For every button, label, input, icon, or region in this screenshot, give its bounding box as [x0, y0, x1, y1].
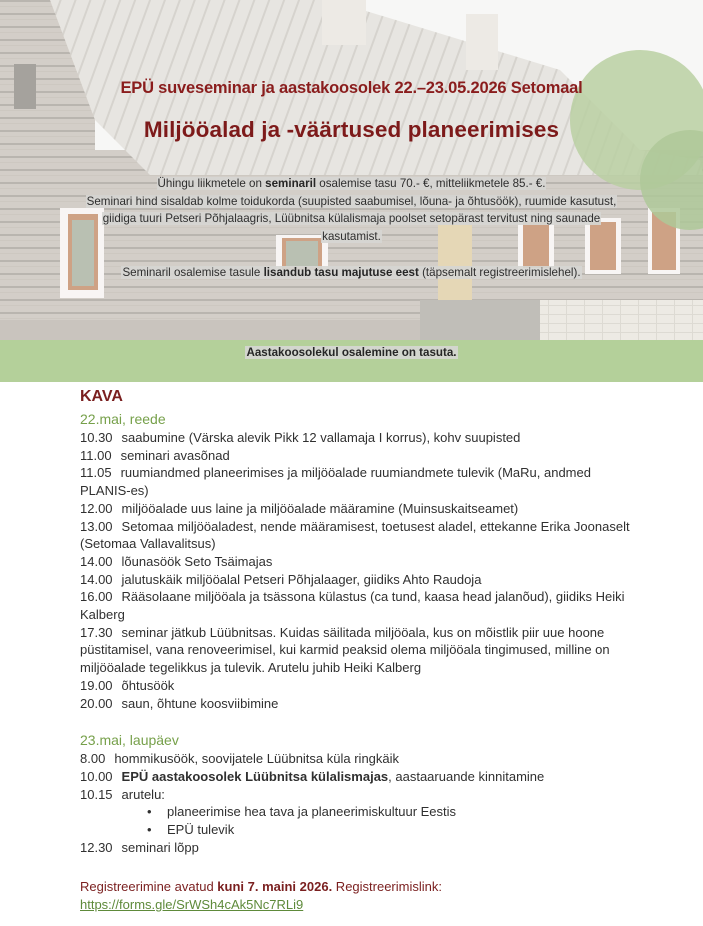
registration-link-label: Registreerimislink: [332, 879, 442, 894]
schedule-text: seminar jätkub Lüübnitsas. Kuidas säilitada miljööala, kus on mõistlik piir uue hoone püstitamisel, vana renoveerimisel, kui karmid peaksid olema miljööala tingimused, milline on miljööalade tegelikkus ja tulevik. Arutelu juhib Heiki Kalberg [80, 624, 610, 676]
fee-info [84, 175, 619, 245]
event-line: EPÜ suveseminar ja aastakoosolek 22.–23.05.2026 Setomaal [120, 79, 583, 97]
accommodation-before: Seminaril osalemise tasule [122, 266, 264, 279]
schedule-item [80, 695, 640, 713]
schedule-item [80, 553, 640, 571]
schedule-item [80, 624, 640, 677]
schedule-time: 10.00 [80, 768, 113, 784]
discussion-topic-text: EPÜ tulevik [167, 822, 235, 838]
day-heading: 23.mai, laupäev [80, 732, 179, 749]
schedule-text: õhtusöök [121, 677, 175, 693]
program [80, 387, 640, 857]
day-schedule [80, 429, 640, 712]
schedule-text: seminari avasõnad [120, 447, 230, 463]
schedule-item [80, 447, 640, 465]
fee-text-part1: Ühingu liikmetele on [157, 177, 266, 190]
bullet-icon: • [147, 804, 152, 820]
fee-text-part2: osalemise tasu 70.- €, mitteliikmetele 85.- €. [316, 177, 546, 190]
day-schedule [80, 750, 640, 857]
schedule-time: 17.30 [80, 624, 113, 640]
discussion-topic [147, 803, 640, 821]
discussion-topics [80, 803, 640, 839]
registration-text: Registreerimine avatud [80, 879, 218, 894]
schedule-text: seminari lõpp [121, 840, 199, 856]
schedule-item [80, 677, 640, 695]
schedule-item [80, 571, 640, 589]
schedule-text: hommikusöök, soovijatele Lüübnitsa küla ringkäik [114, 751, 400, 767]
schedule-time: 10.15 [80, 786, 113, 802]
schedule-item [80, 429, 640, 447]
schedule-text: saabumine (Värska alevik Pikk 12 vallamaja I korrus), kohv suupisted [121, 430, 521, 445]
accommodation-after: (täpsemalt registreerimislehel). [418, 266, 581, 279]
schedule-time: 14.00 [80, 553, 113, 569]
schedule-item [80, 839, 640, 857]
fee-includes-text: Seminari hind sisaldab kolme toidukorda (suupisted saabumisel, lõuna- ja õhtusöök), ruumide kasutust, giidiga tuuri Petseri Põhjalaagris, Lüübnitsa külalismaja poolset setopärast tervitust ning saunade kasutamist. [86, 194, 617, 243]
schedule-item [80, 768, 640, 786]
schedule-time: 11.00 [80, 447, 112, 463]
registration-deadline: kuni 7. maini 2026. [217, 879, 333, 894]
schedule-time: 16.00 [80, 589, 113, 605]
schedule-time: 8.00 [80, 751, 106, 767]
schedule-text: saun, õhtune koosviibimine [121, 695, 279, 711]
schedule-item [80, 750, 640, 768]
schedule-time: 14.00 [80, 571, 113, 587]
schedule-time: 11.05 [80, 465, 112, 481]
registration-link[interactable]: https://forms.gle/SrWSh4cAk5Nc7RLi9 [80, 897, 304, 912]
discussion-topic-text: planeerimise hea tava ja planeerimiskultuur Eestis [167, 804, 457, 820]
schedule-item [80, 500, 640, 518]
agm-free-text: Aastakoosolekul osalemine on tasuta. [246, 346, 457, 359]
day-heading: 22.mai, reede [80, 411, 166, 427]
registration [80, 878, 442, 914]
schedule-text: arutelu: [121, 786, 165, 802]
fee-text [157, 177, 547, 190]
schedule-item [80, 786, 640, 804]
schedule-time: 10.30 [80, 430, 113, 445]
accommodation-text [121, 266, 581, 279]
program-title: KAVA [80, 388, 123, 405]
schedule-item [80, 588, 640, 623]
agm-free-note [0, 346, 703, 359]
schedule-text: , aastaaruande kinnitamine [388, 768, 545, 784]
schedule-time: 12.30 [80, 840, 113, 856]
bullet-icon: • [147, 822, 152, 838]
schedule-item [80, 518, 640, 553]
accommodation-note [84, 264, 619, 281]
accommodation-bold: lisandub tasu majutuse eest [263, 266, 419, 279]
discussion-topic [147, 821, 640, 839]
schedule-text: lõunasöök Seto Tsäimajas [121, 553, 273, 569]
schedule-text: Rääsolaane miljööala ja tsässona külastus (ca tund, kaasa head jalanõud), giidiks Heiki Kalberg [80, 589, 625, 623]
schedule-text: Setomaa miljööaladest, nende määramisest, toetusest aladel, ettekanne Erika Joonaselt (Setomaa Vallavalitsus) [80, 518, 630, 552]
schedule-time: 20.00 [80, 695, 113, 711]
page-title: Miljööalad ja -väärtused planeerimises [143, 117, 560, 142]
fee-text-bold: seminaril [265, 177, 317, 190]
schedule-text-bold: EPÜ aastakoosolek Lüübnitsa külalismajas [121, 768, 389, 784]
schedule-time: 19.00 [80, 677, 113, 693]
schedule-text: jalutuskäik miljööalal Petseri Põhjalaager, giidiks Ahto Raudoja [121, 571, 482, 587]
schedule-time: 13.00 [80, 518, 113, 534]
schedule-text: miljööalade uus laine ja miljööalade määramine (Muinsuskaitseamet) [121, 500, 519, 516]
schedule-time: 12.00 [80, 500, 113, 516]
schedule-item [80, 464, 640, 499]
schedule-text: ruumiandmed planeerimises ja miljööalade ruumiandmete tulevik (MaRu, andmed PLANIS-es) [80, 465, 591, 499]
